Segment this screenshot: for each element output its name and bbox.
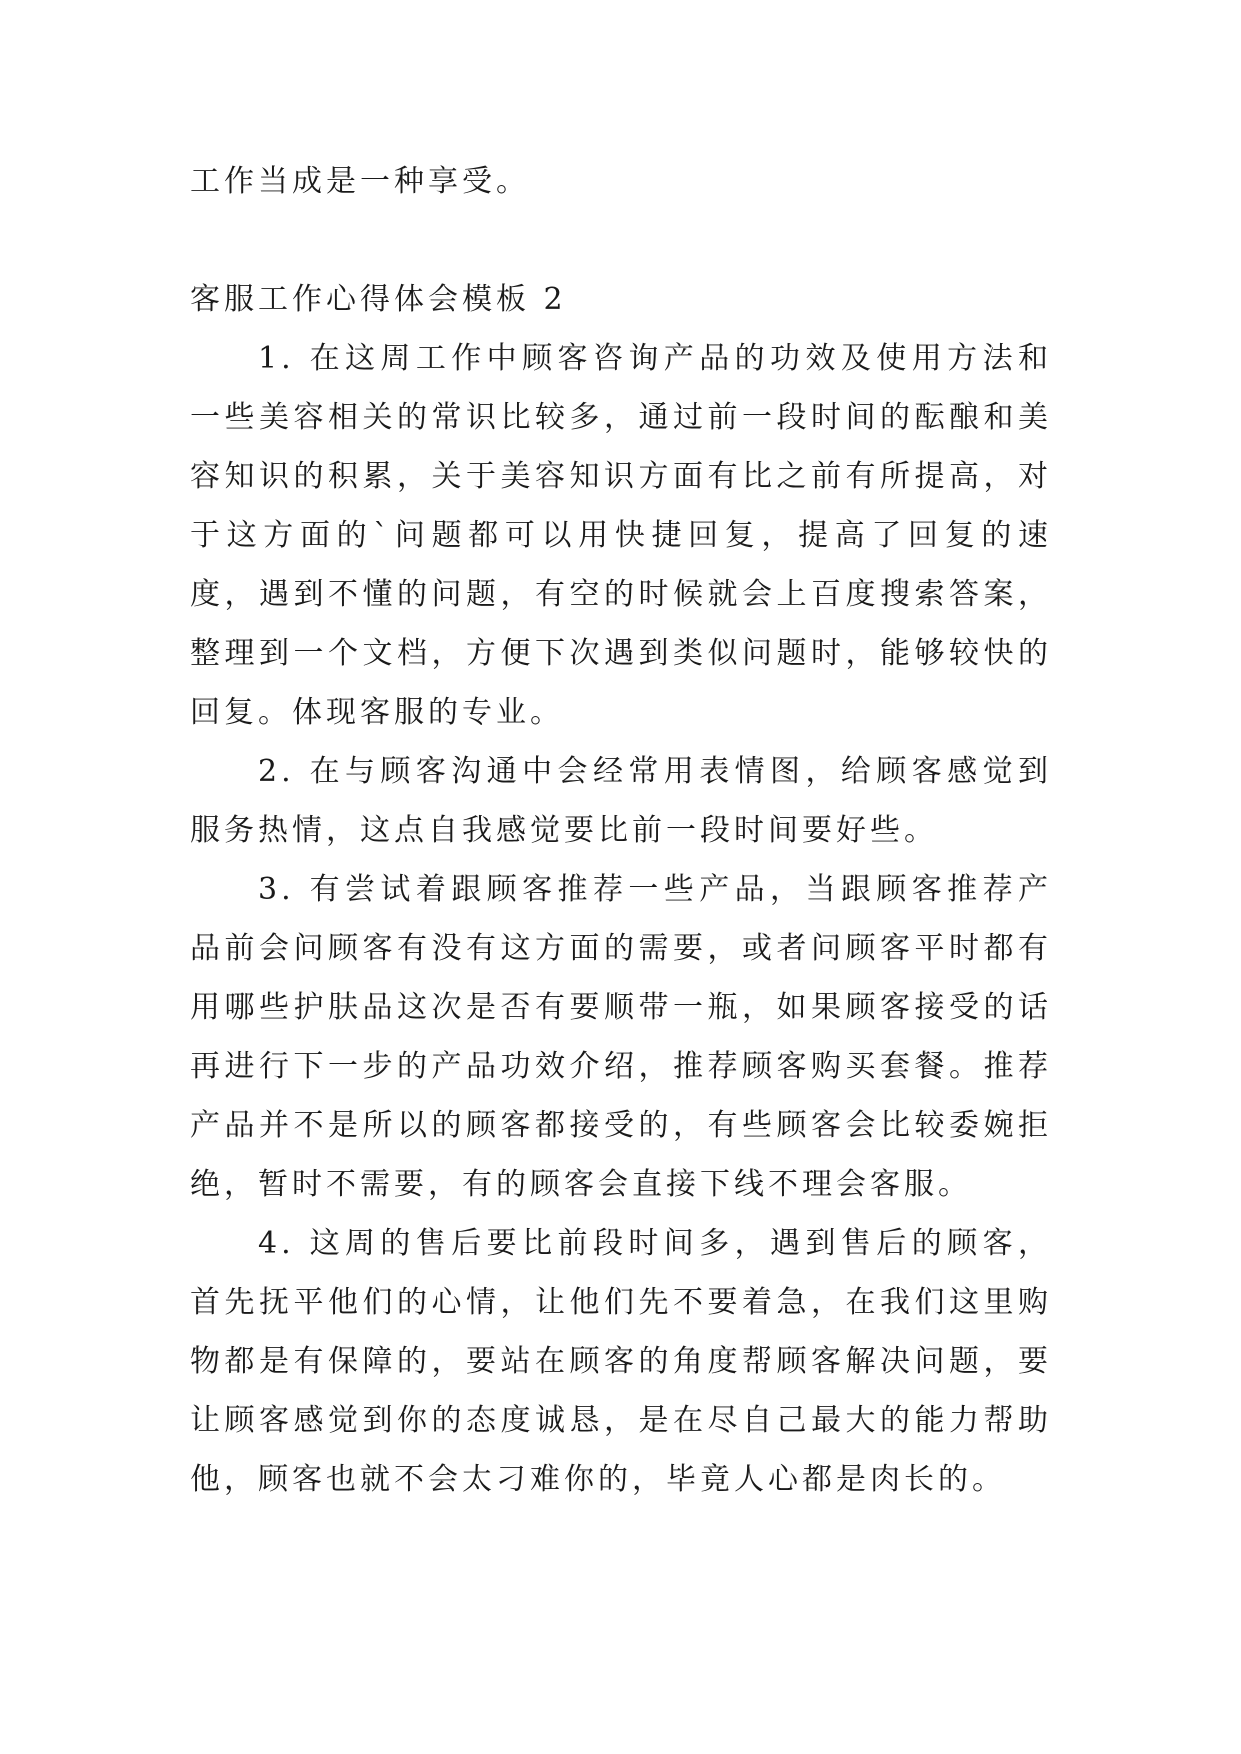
document-body (190, 152, 1052, 1509)
paragraph-1: 1. 在这周工作中顾客咨询产品的功效及使用方法和一些美容相关的常识比较多，通过前一段时间的酝酿和美容知识的积累，关于美容知识方面有比之前有所提高，对于这方面的`问题都可以用快捷回复，提高了回复的速度，遇到不懂的问题，有空的时候就会上百度搜索答案，整理到一个文档，方便下次遇到类似问题时，能够较快的回复。体现客服的专业。 (190, 341, 1052, 730)
paragraph-3: 3. 有尝试着跟顾客推荐一些产品，当跟顾客推荐产品前会问顾客有没有这方面的需要，或者问顾客平时都有用哪些护肤品这次是否有要顺带一瓶，如果顾客接受的话再进行下一步的产品功效介绍，推荐顾客购买套餐。推荐产品并不是所以的顾客都接受的，有些顾客会比较委婉拒绝，暂时不需要，有的顾客会直接下线不理会客服。 (190, 872, 1052, 1202)
continuation-text: 工作当成是一种享受。 (190, 164, 530, 199)
paragraph-4: 4. 这周的售后要比前段时间多，遇到售后的顾客，首先抚平他们的心情，让他们先不要着急，在我们这里购物都是有保障的，要站在顾客的角度帮顾客解决问题，要让顾客感觉到你的态度诚恳，是在尽自己最大的能力帮助他，顾客也就不会太刁难你的，毕竟人心都是肉长的。 (190, 1226, 1052, 1497)
paragraph-2: 2. 在与顾客沟通中会经常用表情图，给顾客感觉到服务热情，这点自我感觉要比前一段时间要好些。 (190, 754, 1052, 848)
section-title: 客服工作心得体会模板 2 (190, 282, 567, 317)
